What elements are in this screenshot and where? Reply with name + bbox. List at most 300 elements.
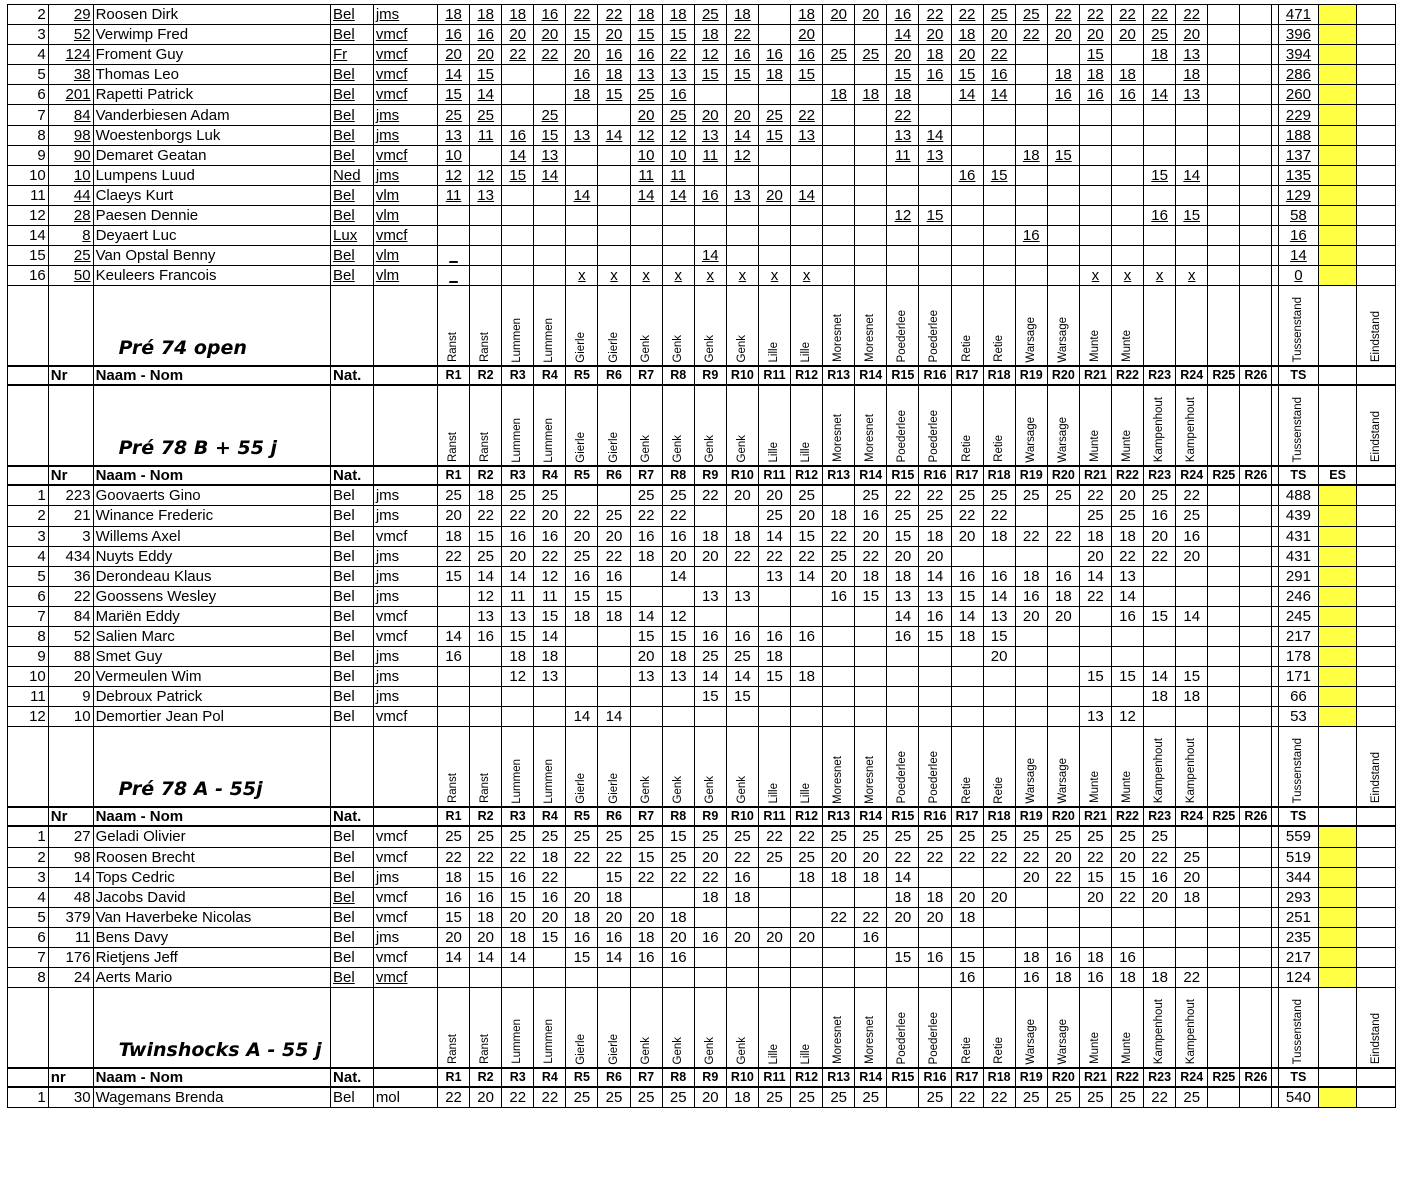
round-header: R4 bbox=[534, 466, 566, 485]
score-cell bbox=[887, 687, 919, 707]
table-row bbox=[8, 125, 1396, 145]
score-cell: 20 bbox=[534, 25, 566, 45]
ts-cell: 260 bbox=[1278, 85, 1319, 105]
score-cell bbox=[598, 105, 630, 125]
position-cell: 2 bbox=[8, 5, 49, 25]
score-cell bbox=[791, 145, 823, 165]
round-header: R7 bbox=[630, 466, 662, 485]
venue-cell bbox=[951, 727, 983, 808]
venue-label: Genk bbox=[639, 334, 652, 363]
score-cell bbox=[1176, 647, 1208, 667]
score-cell: 14 bbox=[791, 566, 823, 586]
score-cell bbox=[502, 226, 534, 246]
score-cell: 16 bbox=[598, 45, 630, 65]
venue-cell bbox=[1176, 385, 1208, 466]
venue-cell bbox=[758, 727, 790, 808]
score-cell: 13 bbox=[983, 606, 1015, 626]
score-cell: 16 bbox=[1015, 586, 1047, 606]
score-cell: 25 bbox=[919, 506, 951, 526]
highlight-cell bbox=[1319, 205, 1357, 225]
ts-cell: 16 bbox=[1278, 226, 1319, 246]
score-cell: 22 bbox=[855, 907, 887, 927]
nat-cell: Bel bbox=[331, 968, 374, 988]
score-cell: 25 bbox=[1079, 1087, 1111, 1108]
club-cell: vmcf bbox=[373, 968, 437, 988]
score-cell bbox=[726, 707, 758, 727]
score-cell: 18 bbox=[1176, 687, 1208, 707]
score-cell: 25 bbox=[983, 5, 1015, 25]
score-cell: 22 bbox=[1111, 887, 1143, 907]
score-cell: 14 bbox=[470, 948, 502, 968]
score-cell bbox=[566, 226, 598, 246]
score-cell: 13 bbox=[630, 65, 662, 85]
score-cell: 22 bbox=[438, 546, 470, 566]
nr-header: nr bbox=[48, 1068, 93, 1087]
name-cell: Lumpens Luud bbox=[93, 165, 330, 185]
score-cell bbox=[662, 687, 694, 707]
score-cell: 25 bbox=[855, 1087, 887, 1108]
score-cell: 18 bbox=[566, 907, 598, 927]
score-cell: 16 bbox=[438, 887, 470, 907]
score-cell: 20 bbox=[662, 546, 694, 566]
score-cell: 15 bbox=[694, 65, 726, 85]
score-cell bbox=[855, 687, 887, 707]
score-cell: 18 bbox=[694, 25, 726, 45]
score-cell: 15 bbox=[502, 887, 534, 907]
score-cell: 16 bbox=[470, 626, 502, 646]
club-cell: jms bbox=[373, 546, 437, 566]
round-header: R4 bbox=[534, 807, 566, 826]
score-cell: 14 bbox=[534, 165, 566, 185]
score-cell bbox=[855, 165, 887, 185]
score-cell: 16 bbox=[791, 626, 823, 646]
score-cell: 20 bbox=[887, 907, 919, 927]
score-cell: 20 bbox=[438, 506, 470, 526]
score-cell bbox=[1047, 226, 1079, 246]
score-cell bbox=[726, 165, 758, 185]
position-cell: 1 bbox=[8, 826, 49, 847]
score-cell bbox=[534, 968, 566, 988]
score-cell: 14 bbox=[502, 145, 534, 165]
round-header: R3 bbox=[502, 1068, 534, 1087]
score-cell: 20 bbox=[694, 546, 726, 566]
tussenstand-label: Tussenstand bbox=[1291, 998, 1304, 1065]
venue-label: Kampenhout bbox=[1185, 998, 1198, 1065]
score-cell: 13 bbox=[534, 667, 566, 687]
score-cell bbox=[758, 867, 790, 887]
club-cell: mol bbox=[373, 1087, 437, 1108]
nr-cell: 8 bbox=[48, 226, 93, 246]
score-cell bbox=[855, 626, 887, 646]
score-cell: 25 bbox=[1176, 506, 1208, 526]
ts-cell: 439 bbox=[1278, 506, 1319, 526]
round-header: R9 bbox=[694, 466, 726, 485]
score-cell bbox=[1176, 907, 1208, 927]
score-cell: x bbox=[630, 266, 662, 286]
score-cell: 11 bbox=[887, 145, 919, 165]
score-cell bbox=[438, 226, 470, 246]
score-cell bbox=[791, 687, 823, 707]
spacer-cell bbox=[1319, 385, 1357, 466]
score-cell bbox=[630, 968, 662, 988]
score-cell bbox=[1015, 667, 1047, 687]
venue-label: Kampenhout bbox=[1185, 738, 1198, 804]
name-cell: Salien Marc bbox=[93, 626, 330, 646]
score-cell bbox=[662, 226, 694, 246]
score-cell: 22 bbox=[983, 506, 1015, 526]
class-title-cell bbox=[93, 286, 330, 367]
score-cell: 20 bbox=[919, 546, 951, 566]
score-cell: 16 bbox=[662, 85, 694, 105]
score-cell: 15 bbox=[951, 586, 983, 606]
score-cell: 22 bbox=[1047, 5, 1079, 25]
table-row bbox=[8, 145, 1396, 165]
table-row bbox=[8, 226, 1396, 246]
spacer-cell bbox=[373, 727, 437, 808]
es-header bbox=[1319, 1068, 1357, 1087]
round-header: R24 bbox=[1176, 466, 1208, 485]
score-cell: 13 bbox=[1176, 45, 1208, 65]
venue-cell bbox=[1111, 385, 1143, 466]
name-cell: Wagemans Brenda bbox=[93, 1087, 330, 1108]
score-cell: 25 bbox=[791, 1087, 823, 1108]
score-cell: 16 bbox=[823, 586, 855, 606]
score-cell bbox=[983, 205, 1015, 225]
spacer-cell bbox=[1357, 948, 1396, 968]
score-cell: 15 bbox=[726, 65, 758, 85]
score-cell: 25 bbox=[470, 826, 502, 847]
score-cell bbox=[887, 1087, 919, 1108]
score-cell: 25 bbox=[630, 1087, 662, 1108]
venue-label: Retie bbox=[960, 776, 973, 804]
score-cell: 22 bbox=[502, 506, 534, 526]
score-cell bbox=[791, 226, 823, 246]
venue-label: Munte bbox=[1088, 1032, 1101, 1065]
score-cell bbox=[1111, 647, 1143, 667]
score-cell: 14 bbox=[951, 85, 983, 105]
position-cell: 4 bbox=[8, 45, 49, 65]
score-cell: 12 bbox=[630, 125, 662, 145]
table-row bbox=[8, 647, 1396, 667]
score-cell bbox=[983, 687, 1015, 707]
venue-label: Lummen bbox=[511, 417, 524, 463]
table-row bbox=[8, 867, 1396, 887]
round-header: R10 bbox=[726, 1068, 758, 1087]
table-row bbox=[8, 45, 1396, 65]
score-cell bbox=[630, 586, 662, 606]
score-cell: 22 bbox=[566, 847, 598, 867]
score-cell bbox=[855, 667, 887, 687]
score-cell bbox=[726, 968, 758, 988]
nat-cell: Bel bbox=[331, 145, 374, 165]
score-cell bbox=[598, 626, 630, 646]
venue-label: Lille bbox=[767, 782, 780, 804]
score-cell: 22 bbox=[983, 1087, 1015, 1108]
nr-cell: 98 bbox=[48, 847, 93, 867]
venue-label: Poederlee bbox=[896, 409, 909, 463]
venue-label: Genk bbox=[703, 334, 716, 363]
club-cell: vlm bbox=[373, 246, 437, 266]
score-cell bbox=[1208, 847, 1240, 867]
score-cell: 22 bbox=[534, 867, 566, 887]
venue-cell bbox=[919, 727, 951, 808]
score-cell: 25 bbox=[438, 105, 470, 125]
score-cell bbox=[791, 887, 823, 907]
score-cell: 18 bbox=[1047, 65, 1079, 85]
score-cell: 20 bbox=[887, 546, 919, 566]
spacer-cell bbox=[1357, 65, 1396, 85]
score-cell: 16 bbox=[1176, 526, 1208, 546]
score-cell: 13 bbox=[726, 586, 758, 606]
score-cell: 18 bbox=[791, 667, 823, 687]
spacer-cell bbox=[1357, 907, 1396, 927]
highlight-cell bbox=[1319, 526, 1357, 546]
nr-cell: 10 bbox=[48, 707, 93, 727]
score-cell: 18 bbox=[855, 566, 887, 586]
venue-cell bbox=[598, 727, 630, 808]
nr-cell: 48 bbox=[48, 887, 93, 907]
class-title: Twinshocks A - 55 j bbox=[118, 1039, 322, 1062]
score-cell: 16 bbox=[919, 948, 951, 968]
score-cell bbox=[598, 485, 630, 506]
venue-cell bbox=[887, 286, 919, 367]
score-cell bbox=[1208, 226, 1240, 246]
club-cell: vmcf bbox=[373, 948, 437, 968]
score-cell: 16 bbox=[470, 25, 502, 45]
ts-cell: 0 bbox=[1278, 266, 1319, 286]
spacer-cell bbox=[1357, 667, 1396, 687]
score-cell bbox=[951, 226, 983, 246]
score-cell: 22 bbox=[1079, 847, 1111, 867]
score-cell: 15 bbox=[726, 687, 758, 707]
venue-label: Retie bbox=[992, 1037, 1005, 1065]
score-cell bbox=[983, 667, 1015, 687]
score-cell bbox=[951, 927, 983, 947]
position-cell: 10 bbox=[8, 165, 49, 185]
nr-cell: 36 bbox=[48, 566, 93, 586]
round-header: R5 bbox=[566, 807, 598, 826]
ts-cell: 235 bbox=[1278, 927, 1319, 947]
position-cell: 3 bbox=[8, 25, 49, 45]
score-cell bbox=[1208, 485, 1240, 506]
table-row bbox=[8, 205, 1396, 225]
venue-cell bbox=[726, 988, 758, 1069]
venue-label: Retie bbox=[992, 776, 1005, 804]
spacer-cell bbox=[1357, 647, 1396, 667]
nr-header: Nr bbox=[48, 466, 93, 485]
venue-label: Ranst bbox=[447, 332, 460, 363]
position-cell: 12 bbox=[8, 205, 49, 225]
score-cell: 25 bbox=[662, 105, 694, 125]
score-cell: 20 bbox=[630, 105, 662, 125]
score-cell bbox=[1240, 105, 1272, 125]
score-cell: 22 bbox=[1144, 847, 1176, 867]
score-cell bbox=[1111, 626, 1143, 646]
spacer-cell bbox=[331, 286, 374, 367]
score-cell bbox=[1240, 45, 1272, 65]
round-header: R21 bbox=[1079, 1068, 1111, 1087]
score-cell: 14 bbox=[919, 125, 951, 145]
score-cell: 20 bbox=[951, 45, 983, 65]
score-cell: 15 bbox=[919, 626, 951, 646]
score-cell bbox=[1047, 626, 1079, 646]
score-cell: 18 bbox=[630, 5, 662, 25]
ts-cell: 344 bbox=[1278, 867, 1319, 887]
nat-cell: Ned bbox=[331, 165, 374, 185]
score-cell bbox=[1208, 667, 1240, 687]
round-header: R21 bbox=[1079, 366, 1111, 385]
score-cell bbox=[1047, 105, 1079, 125]
score-cell: 20 bbox=[470, 927, 502, 947]
ts-cell: 53 bbox=[1278, 707, 1319, 727]
score-cell bbox=[791, 707, 823, 727]
score-cell bbox=[1015, 125, 1047, 145]
score-cell bbox=[823, 25, 855, 45]
score-cell bbox=[502, 185, 534, 205]
score-cell bbox=[1015, 266, 1047, 286]
ts-cell: 188 bbox=[1278, 125, 1319, 145]
score-cell bbox=[855, 226, 887, 246]
position-cell: 3 bbox=[8, 526, 49, 546]
score-cell bbox=[566, 105, 598, 125]
score-cell bbox=[566, 867, 598, 887]
score-cell bbox=[1111, 927, 1143, 947]
nr-cell: 29 bbox=[48, 5, 93, 25]
score-cell bbox=[1208, 546, 1240, 566]
score-cell bbox=[566, 205, 598, 225]
score-cell: _ bbox=[438, 266, 470, 286]
score-cell: 15 bbox=[694, 687, 726, 707]
venue-cell bbox=[951, 385, 983, 466]
score-cell bbox=[823, 606, 855, 626]
score-cell bbox=[1208, 907, 1240, 927]
score-cell: 22 bbox=[694, 867, 726, 887]
spacer-cell bbox=[1357, 606, 1396, 626]
round-header: R15 bbox=[887, 366, 919, 385]
score-cell bbox=[791, 586, 823, 606]
score-cell: 16 bbox=[502, 526, 534, 546]
score-cell bbox=[887, 266, 919, 286]
score-cell: 20 bbox=[438, 45, 470, 65]
score-cell: 20 bbox=[630, 907, 662, 927]
venue-cell bbox=[534, 385, 566, 466]
score-cell bbox=[1047, 246, 1079, 266]
score-cell bbox=[1047, 687, 1079, 707]
score-cell bbox=[1079, 647, 1111, 667]
score-cell bbox=[1208, 45, 1240, 65]
score-cell bbox=[1015, 45, 1047, 65]
score-cell: 16 bbox=[758, 45, 790, 65]
score-cell: 22 bbox=[1176, 5, 1208, 25]
venue-label: Lille bbox=[767, 341, 780, 363]
score-cell: 25 bbox=[1111, 1087, 1143, 1108]
venue-cell bbox=[566, 286, 598, 367]
score-cell: 25 bbox=[1176, 1087, 1208, 1108]
score-cell bbox=[1240, 948, 1272, 968]
score-cell: 22 bbox=[1015, 25, 1047, 45]
score-cell bbox=[1144, 145, 1176, 165]
score-cell: 14 bbox=[470, 85, 502, 105]
table-row bbox=[8, 1087, 1396, 1108]
score-cell: 20 bbox=[438, 927, 470, 947]
venue-label: Kampenhout bbox=[1153, 998, 1166, 1065]
score-cell: 18 bbox=[502, 927, 534, 947]
score-cell bbox=[598, 647, 630, 667]
round-header: R26 bbox=[1240, 807, 1272, 826]
position-cell: 9 bbox=[8, 647, 49, 667]
score-cell: 20 bbox=[919, 25, 951, 45]
score-cell: 16 bbox=[534, 5, 566, 25]
score-cell bbox=[1079, 145, 1111, 165]
highlight-cell bbox=[1319, 65, 1357, 85]
round-header: R19 bbox=[1015, 807, 1047, 826]
round-header: R2 bbox=[470, 466, 502, 485]
score-cell: 13 bbox=[662, 65, 694, 85]
score-cell: 15 bbox=[1047, 145, 1079, 165]
score-cell: 18 bbox=[502, 647, 534, 667]
nr-cell: 124 bbox=[48, 45, 93, 65]
score-cell: 16 bbox=[726, 626, 758, 646]
score-cell: 25 bbox=[502, 485, 534, 506]
name-cell: Nuyts Eddy bbox=[93, 546, 330, 566]
score-cell: 22 bbox=[791, 826, 823, 847]
venue-cell bbox=[983, 286, 1015, 367]
ts-cell: 246 bbox=[1278, 586, 1319, 606]
venue-label: Ranst bbox=[479, 432, 492, 463]
score-cell: 14 bbox=[726, 125, 758, 145]
venue-label: Moresnet bbox=[864, 314, 877, 363]
score-cell: 22 bbox=[919, 847, 951, 867]
score-cell: 15 bbox=[791, 65, 823, 85]
venue-cell bbox=[438, 988, 470, 1069]
name-cell: Goovaerts Gino bbox=[93, 485, 330, 506]
nat-cell: Bel bbox=[331, 185, 374, 205]
round-header: R15 bbox=[887, 466, 919, 485]
score-cell bbox=[791, 165, 823, 185]
venue-cell bbox=[791, 385, 823, 466]
score-cell: _ bbox=[438, 246, 470, 266]
venue-cell bbox=[1176, 988, 1208, 1069]
round-header: R22 bbox=[1111, 1068, 1143, 1087]
score-cell bbox=[919, 707, 951, 727]
score-cell bbox=[1047, 205, 1079, 225]
score-cell: 22 bbox=[598, 5, 630, 25]
score-cell: 22 bbox=[823, 907, 855, 927]
highlight-cell bbox=[1319, 246, 1357, 266]
score-cell: x bbox=[598, 266, 630, 286]
score-cell: 16 bbox=[630, 948, 662, 968]
round-header: R1 bbox=[438, 1068, 470, 1087]
score-cell: 14 bbox=[438, 948, 470, 968]
spacer-cell bbox=[1357, 687, 1396, 707]
score-cell: 22 bbox=[1047, 867, 1079, 887]
nr-cell: 22 bbox=[48, 586, 93, 606]
score-cell: 16 bbox=[1047, 948, 1079, 968]
score-cell: 18 bbox=[758, 647, 790, 667]
score-cell: 14 bbox=[598, 125, 630, 145]
score-cell bbox=[758, 606, 790, 626]
score-cell: 25 bbox=[951, 485, 983, 506]
nr-header: Nr bbox=[48, 807, 93, 826]
venue-label: Poederlee bbox=[928, 309, 941, 363]
score-cell: 16 bbox=[1144, 205, 1176, 225]
spacer-cell bbox=[48, 286, 93, 367]
spacer-cell bbox=[331, 727, 374, 808]
score-cell bbox=[502, 105, 534, 125]
round-header: R19 bbox=[1015, 366, 1047, 385]
ts-cell: 178 bbox=[1278, 647, 1319, 667]
score-cell bbox=[983, 266, 1015, 286]
